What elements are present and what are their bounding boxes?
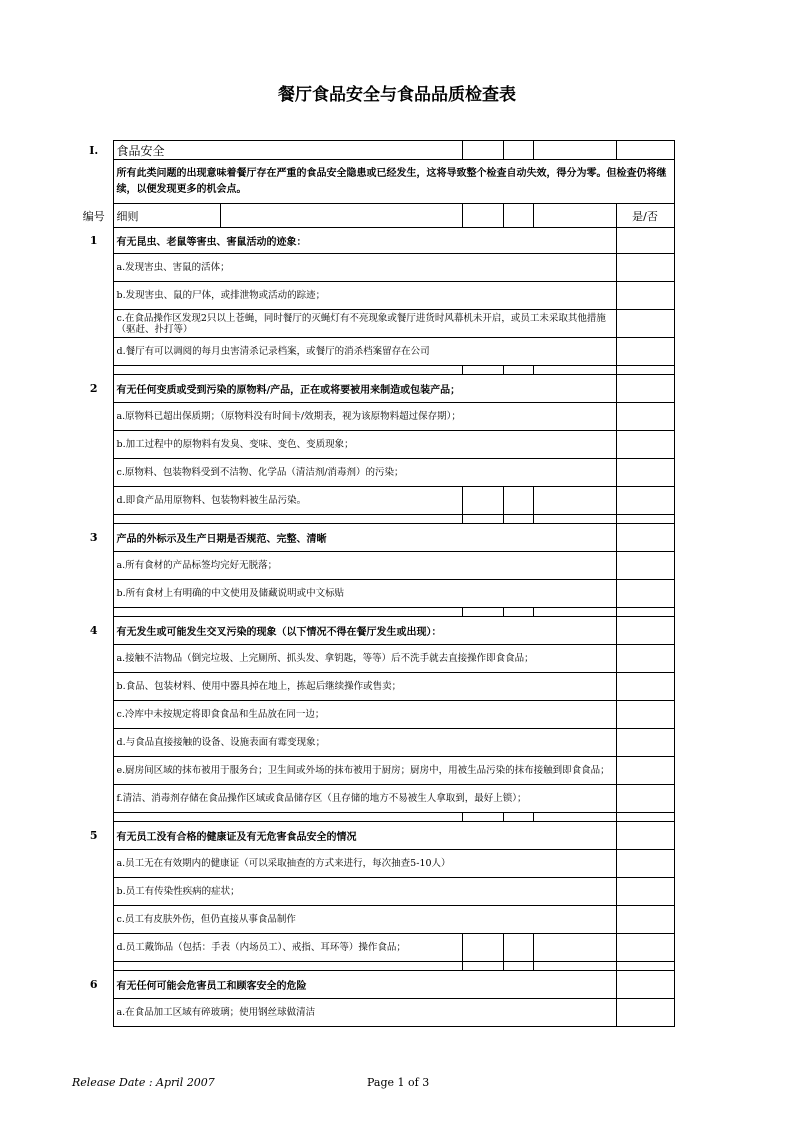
- yes-no-cell[interactable]: [616, 999, 674, 1027]
- sub-item-row: [75, 338, 674, 366]
- check-cell[interactable]: [503, 366, 533, 375]
- yes-no-cell[interactable]: [616, 254, 674, 282]
- check-cell[interactable]: [503, 515, 533, 524]
- column-number-header: 编号: [82, 209, 105, 223]
- sub-item-row: [75, 934, 674, 962]
- check-cell[interactable]: [503, 487, 533, 515]
- blank-cell: [75, 785, 113, 813]
- yes-no-cell[interactable]: [616, 366, 674, 375]
- yes-no-cell[interactable]: [616, 645, 674, 673]
- spacer-row: [75, 813, 674, 822]
- section-intro-row: [75, 160, 674, 204]
- blank-cell: [462, 204, 503, 228]
- item-row: [75, 228, 674, 254]
- blank-cell: [75, 608, 113, 617]
- blank-cell: [533, 204, 616, 228]
- check-cell[interactable]: [533, 487, 616, 515]
- spacer-row: [75, 515, 674, 524]
- sub-item-text: c.原物料、包装物料受到不洁物、化学品（清洁剂/消毒剂）的污染；: [113, 459, 616, 487]
- sub-item-row: [75, 785, 674, 813]
- spacer-row: [75, 962, 674, 971]
- blank-cell: [75, 701, 113, 729]
- item-title: 有无任何可能会危害员工和顾客安全的危险: [113, 971, 616, 999]
- sub-item-row: [75, 254, 674, 282]
- sub-item-text: d.餐厅有可以调阅的每月虫害清杀记录档案，或餐厅的消杀档案留存在公司: [113, 338, 616, 366]
- check-cell[interactable]: [503, 934, 533, 962]
- blank-cell: [75, 962, 113, 971]
- yes-no-cell[interactable]: [616, 673, 674, 701]
- check-cell[interactable]: [462, 813, 503, 822]
- item-number: 2: [89, 382, 98, 395]
- sub-item-row: [75, 403, 674, 431]
- blank-cell: [75, 552, 113, 580]
- yes-no-cell[interactable]: [616, 971, 674, 999]
- check-cell[interactable]: [503, 608, 533, 617]
- sub-item-text: a.接触不洁物品（倒完垃圾、上完厕所、抓头发、拿钥匙，等等）后不洗手就去直接操作即食食品；: [113, 645, 616, 673]
- sub-item-text: a.所有食材的产品标签均完好无脱落；: [113, 552, 616, 580]
- blank-cell: [75, 254, 113, 282]
- yes-no-cell[interactable]: [616, 228, 674, 254]
- spacer-row: [75, 366, 674, 375]
- yes-no-cell[interactable]: [616, 552, 674, 580]
- check-cell[interactable]: [533, 962, 616, 971]
- sub-item-text: a.原物料已超出保质期；（原物料没有时间卡/效期表，视为该原物料超过保存期）；: [113, 403, 616, 431]
- column-yes-no-header: 是/否: [616, 204, 674, 228]
- section-number: I.: [89, 143, 99, 157]
- item-row: [75, 375, 674, 403]
- sub-item-text: d.与食品直接接触的设备、设施表面有霉变现象；: [113, 729, 616, 757]
- blank-cell: [75, 580, 113, 608]
- sub-item-text: c.冷库中未按规定将即食食品和生品放在同一边；: [113, 701, 616, 729]
- yes-no-cell[interactable]: [616, 515, 674, 524]
- yes-no-cell[interactable]: [616, 487, 674, 515]
- yes-no-cell[interactable]: [616, 608, 674, 617]
- sub-item-row: [75, 459, 674, 487]
- sub-item-row: [75, 701, 674, 729]
- page-title: 餐厅食品安全与食品品质检查表: [278, 85, 516, 105]
- sub-item-text: e.厨房间区域的抹布被用于服务台；卫生间或外场的抹布被用于厨房；厨房中，用被生品污染的抹布接触到即食食品；: [113, 757, 616, 785]
- blank-cell: [75, 431, 113, 459]
- item-row: [75, 971, 674, 999]
- sub-item-text: d.员工戴饰品（包括：手表（内场员工）、戒指、耳环等）操作食品；: [113, 934, 462, 962]
- blank-cell: [75, 850, 113, 878]
- yes-no-cell[interactable]: [616, 822, 674, 850]
- check-cell[interactable]: [462, 141, 503, 160]
- sub-item-row: [75, 310, 674, 338]
- yes-no-cell[interactable]: [616, 701, 674, 729]
- check-cell[interactable]: [503, 141, 533, 160]
- yes-no-cell[interactable]: [616, 580, 674, 608]
- blank-cell: [75, 310, 113, 338]
- sub-item-row: [75, 757, 674, 785]
- sub-item-row: [75, 431, 674, 459]
- check-cell[interactable]: [533, 813, 616, 822]
- yes-no-cell[interactable]: [616, 141, 674, 160]
- item-title: 有无员工没有合格的健康证及有无危害食品安全的情况: [113, 822, 616, 850]
- blank-cell: [75, 878, 113, 906]
- item-row: [75, 617, 674, 645]
- blank-cell: [75, 673, 113, 701]
- spacer-row: [75, 608, 674, 617]
- blank-cell: [220, 204, 462, 228]
- blank-cell: [75, 459, 113, 487]
- blank-cell: [75, 282, 113, 310]
- check-cell[interactable]: [533, 366, 616, 375]
- sub-item-row: [75, 487, 674, 515]
- yes-no-cell[interactable]: [616, 934, 674, 962]
- blank-cell: [75, 160, 113, 204]
- sub-item-row: [75, 580, 674, 608]
- sub-item-row: [75, 552, 674, 580]
- inspection-table: [75, 140, 675, 1027]
- item-row: [75, 524, 674, 552]
- item-number: 5: [89, 829, 98, 842]
- check-cell[interactable]: [462, 366, 503, 375]
- sub-item-text: b.员工有传染性疾病的症状；: [113, 878, 616, 906]
- yes-no-cell[interactable]: [616, 757, 674, 785]
- sub-item-text: a.在食品加工区域有碎玻璃；使用钢丝球做清洁: [113, 999, 616, 1027]
- check-cell[interactable]: [503, 813, 533, 822]
- yes-no-cell[interactable]: [616, 785, 674, 813]
- check-cell[interactable]: [533, 141, 616, 160]
- yes-no-cell[interactable]: [616, 338, 674, 366]
- sub-item-row: [75, 729, 674, 757]
- yes-no-cell[interactable]: [616, 850, 674, 878]
- blank-cell: [75, 813, 113, 822]
- sub-item-text: f.清洁、消毒剂存储在食品操作区域或食品储存区（且存储的地方不易被生人拿取到，最好上锁）；: [113, 785, 616, 813]
- item-number: 4: [89, 624, 98, 637]
- sub-item-text: b.加工过程中的原物料有发臭、变味、变色、变质现象；: [113, 431, 616, 459]
- check-cell[interactable]: [533, 515, 616, 524]
- section-intro: 所有此类问题的出现意味着餐厅存在严重的食品安全隐患或已经发生，这将导致整个检查自动失效，得分为零。但检查仍将继续，以便发现更多的机会点。: [113, 160, 674, 204]
- check-cell[interactable]: [462, 934, 503, 962]
- column-detail-header: 细则: [113, 204, 220, 228]
- blank-cell: [113, 962, 462, 971]
- section-name: 食品安全: [113, 141, 462, 160]
- item-title: 有无任何变质或受到污染的原物料/产品，正在或将要被用来制造或包装产品；: [113, 375, 616, 403]
- page-number: Page 1 of 3: [367, 1076, 430, 1089]
- blank-cell: [75, 403, 113, 431]
- check-cell[interactable]: [462, 515, 503, 524]
- check-cell[interactable]: [462, 608, 503, 617]
- sub-item-row: [75, 645, 674, 673]
- yes-no-cell[interactable]: [616, 375, 674, 403]
- blank-cell: [113, 366, 462, 375]
- sub-item-row: [75, 282, 674, 310]
- yes-no-cell[interactable]: [616, 459, 674, 487]
- check-cell[interactable]: [503, 962, 533, 971]
- sub-item-row: [75, 999, 674, 1027]
- sub-item-row: [75, 850, 674, 878]
- blank-cell: [75, 999, 113, 1027]
- blank-cell: [75, 487, 113, 515]
- yes-no-cell[interactable]: [616, 906, 674, 934]
- sub-item-text: a.员工无在有效期内的健康证（可以采取抽查的方式来进行，每次抽查5-10人）: [113, 850, 616, 878]
- blank-cell: [113, 813, 462, 822]
- item-title: 有无发生或可能发生交叉污染的现象（以下情况不得在餐厅发生或出现）：: [113, 617, 616, 645]
- yes-no-cell[interactable]: [616, 524, 674, 552]
- blank-cell: [113, 515, 462, 524]
- sub-item-text: d.即食产品用原物料、包装物料被生品污染。: [113, 487, 462, 515]
- sub-item-text: b.发现害虫、鼠的尸体，或排泄物或活动的踪迹；: [113, 282, 616, 310]
- sub-item-row: [75, 878, 674, 906]
- yes-no-cell[interactable]: [616, 617, 674, 645]
- item-title: 产品的外标示及生产日期是否规范、完整、清晰: [113, 524, 616, 552]
- yes-no-cell[interactable]: [616, 403, 674, 431]
- blank-cell: [75, 338, 113, 366]
- sub-item-text: b.食品、包装材料、使用中器具掉在地上，拣起后继续操作或售卖；: [113, 673, 616, 701]
- blank-cell: [75, 757, 113, 785]
- sub-item-text: b.所有食材上有明确的中文使用及储藏说明或中文标贴: [113, 580, 616, 608]
- yes-no-cell[interactable]: [616, 282, 674, 310]
- item-number: 6: [89, 978, 98, 991]
- check-cell[interactable]: [462, 962, 503, 971]
- yes-no-cell[interactable]: [616, 729, 674, 757]
- release-date: Release Date : April 2007: [72, 1076, 215, 1089]
- blank-cell: [75, 729, 113, 757]
- check-cell[interactable]: [533, 608, 616, 617]
- yes-no-cell[interactable]: [616, 310, 674, 338]
- blank-cell: [75, 366, 113, 375]
- blank-cell: [75, 934, 113, 962]
- yes-no-cell[interactable]: [616, 813, 674, 822]
- item-number: 3: [89, 531, 98, 544]
- blank-cell: [75, 906, 113, 934]
- yes-no-cell[interactable]: [616, 962, 674, 971]
- column-header-row: [75, 204, 674, 228]
- section-header-row: [75, 141, 674, 160]
- blank-cell: [503, 204, 533, 228]
- sub-item-text: c.员工有皮肤外伤，但仍直接从事食品制作: [113, 906, 616, 934]
- sub-item-text: c.在食品操作区发现2只以上苍蝇，同时餐厅的灭蝇灯有不亮现象或餐厅进货时风幕机未开启，或员工未采取其他措施（驱赶、扑打等）: [113, 310, 616, 338]
- item-title: 有无昆虫、老鼠等害虫、害鼠活动的迹象：: [113, 228, 616, 254]
- yes-no-cell[interactable]: [616, 878, 674, 906]
- item-row: [75, 822, 674, 850]
- yes-no-cell[interactable]: [616, 431, 674, 459]
- blank-cell: [75, 645, 113, 673]
- sub-item-row: [75, 906, 674, 934]
- item-number: 1: [89, 234, 98, 247]
- sub-item-row: [75, 673, 674, 701]
- sub-item-text: a.发现害虫、害鼠的活体；: [113, 254, 616, 282]
- blank-cell: [113, 608, 462, 617]
- blank-cell: [75, 515, 113, 524]
- check-cell[interactable]: [462, 487, 503, 515]
- check-cell[interactable]: [533, 934, 616, 962]
